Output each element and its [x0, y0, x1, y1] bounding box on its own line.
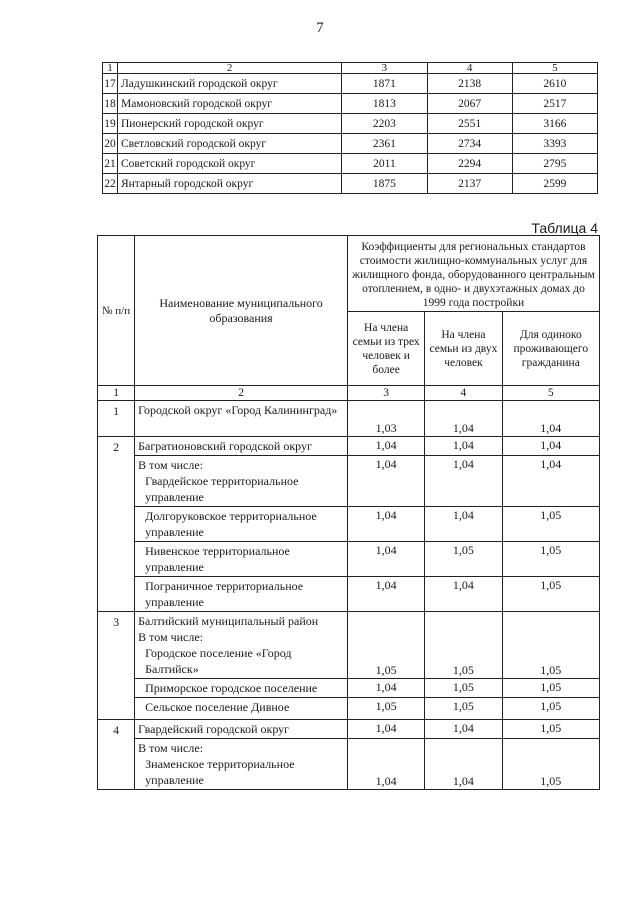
- row-name-group: [135, 542, 348, 577]
- row-value: 1,04: [425, 437, 502, 456]
- row-value: 1,05: [502, 679, 599, 698]
- row-name: Знаменское территориальное управление: [145, 757, 295, 787]
- row-value: 1,04: [347, 720, 424, 739]
- row-name-group: [135, 698, 348, 720]
- row-number: 20: [103, 134, 118, 154]
- row-value: 1,05: [425, 679, 502, 698]
- header-sub-single: Для одиноко проживающего гражданина: [502, 312, 599, 386]
- column-number-3: 3: [347, 386, 424, 401]
- column-number-2: 2: [117, 63, 341, 74]
- row-value: 1,05: [347, 612, 424, 679]
- row-number: 1: [98, 401, 135, 437]
- table-row: [103, 74, 598, 94]
- row-name: Багратионовский городской округ: [135, 437, 348, 456]
- row-name: Янтарный городской округ: [117, 174, 341, 194]
- row-name: Советский городской округ: [117, 154, 341, 174]
- in-total-label: В том числе:: [138, 458, 204, 472]
- row-value: 1,03: [347, 401, 424, 437]
- row-value: 2203: [342, 114, 427, 134]
- row-name: Гвардейский городской округ: [135, 720, 348, 739]
- table-row: [103, 174, 598, 194]
- municipal-costs-table: [102, 62, 598, 194]
- row-value: 2294: [427, 154, 512, 174]
- row-value: 1,04: [425, 577, 502, 612]
- row-value: 3393: [512, 134, 597, 154]
- row-name: Городской округ «Город Калининград»: [135, 401, 348, 437]
- row-name-group: [135, 679, 348, 698]
- row-value: 1,04: [347, 437, 424, 456]
- table-row: [98, 739, 600, 790]
- table-row: [98, 577, 600, 612]
- table-row: [98, 720, 600, 739]
- row-value: 3166: [512, 114, 597, 134]
- row-value: 1875: [342, 174, 427, 194]
- header-name: Наименование муниципального образования: [135, 236, 348, 386]
- row-value: 1,04: [347, 577, 424, 612]
- row-value: 2551: [427, 114, 512, 134]
- row-value: 1,05: [502, 612, 599, 679]
- header-number: № п/п: [98, 236, 135, 386]
- row-name: Пограничное территориальное управление: [145, 579, 304, 609]
- row-value: 1,05: [425, 698, 502, 720]
- column-number-4: 4: [425, 386, 502, 401]
- table-header-row: [98, 236, 600, 312]
- column-number-2: 2: [135, 386, 348, 401]
- row-value: 1871: [342, 74, 427, 94]
- row-name: Балтийский муниципальный район: [138, 614, 319, 628]
- row-value: 1,05: [425, 542, 502, 577]
- column-number-3: 3: [342, 63, 427, 74]
- column-number-5: 5: [502, 386, 599, 401]
- row-name: Нивенское территориальное управление: [145, 544, 290, 574]
- row-value: 2517: [512, 94, 597, 114]
- in-total-label: В том числе:: [138, 630, 204, 644]
- table-row: [103, 154, 598, 174]
- in-total-label: В том числе:: [138, 741, 204, 755]
- row-number: 4: [98, 720, 135, 790]
- row-value: 1,04: [347, 739, 424, 790]
- row-value: 2067: [427, 94, 512, 114]
- row-number: 21: [103, 154, 118, 174]
- row-name: Ладушкинский городской округ: [117, 74, 341, 94]
- table-row: [98, 507, 600, 542]
- row-number: 3: [98, 612, 135, 720]
- row-value: 1,04: [347, 456, 424, 507]
- row-name: Долгоруковское территориальное управление: [145, 509, 317, 539]
- row-number: 18: [103, 94, 118, 114]
- row-value: 2137: [427, 174, 512, 194]
- row-value: 1,04: [425, 401, 502, 437]
- table-row: [98, 698, 600, 720]
- row-value: 2361: [342, 134, 427, 154]
- coefficients-table: [97, 235, 600, 790]
- row-value: 1,05: [502, 739, 599, 790]
- row-name-group: [135, 612, 348, 679]
- row-value: 2138: [427, 74, 512, 94]
- row-value: 1,05: [502, 507, 599, 542]
- table-header-row: [103, 63, 598, 74]
- row-value: 1,05: [347, 698, 424, 720]
- row-value: 2734: [427, 134, 512, 154]
- row-name-group: [135, 507, 348, 542]
- row-value: 1,04: [347, 679, 424, 698]
- row-value: 2011: [342, 154, 427, 174]
- table-row: [103, 114, 598, 134]
- row-value: 1,04: [347, 507, 424, 542]
- row-name: Светловский городской округ: [117, 134, 341, 154]
- row-value: 1,05: [425, 612, 502, 679]
- row-value: 1,04: [347, 542, 424, 577]
- table-row: [98, 437, 600, 456]
- table-row: [98, 401, 600, 437]
- row-value: 1,04: [425, 739, 502, 790]
- row-value: 1,05: [502, 577, 599, 612]
- row-name: Гвардейское территориальное управление: [145, 474, 299, 504]
- column-number-1: 1: [103, 63, 118, 74]
- row-value: 1,04: [502, 401, 599, 437]
- row-value: 2599: [512, 174, 597, 194]
- table-row: [98, 542, 600, 577]
- row-number: 22: [103, 174, 118, 194]
- row-value: 2610: [512, 74, 597, 94]
- row-value: 1,05: [502, 720, 599, 739]
- row-name: Приморское городское поселение: [145, 681, 318, 695]
- row-value: 1,04: [502, 456, 599, 507]
- row-subname: Городское поселение «Город Балтийск»: [145, 646, 292, 676]
- row-value: 2795: [512, 154, 597, 174]
- page-number: 7: [316, 20, 324, 36]
- row-name: Пионерский городской округ: [117, 114, 341, 134]
- table-row: [103, 94, 598, 114]
- row-value: 1,04: [425, 507, 502, 542]
- column-number-5: 5: [512, 63, 597, 74]
- header-sub-family-three: На члена семьи из трех человек и более: [347, 312, 424, 386]
- table-row: [103, 134, 598, 154]
- column-numbers-row: [98, 386, 600, 401]
- row-value: 1,04: [425, 456, 502, 507]
- row-name-group: [135, 577, 348, 612]
- table-row: [98, 612, 600, 679]
- row-value: 1,05: [502, 542, 599, 577]
- row-name-group: [135, 739, 348, 790]
- table-title: Таблица 4: [531, 220, 598, 236]
- header-coefficients: Коэффициенты для региональных стандартов стоимости жилищно-коммунальных услуг для жилищного фонда, оборудованного центральным отоплением, в одно- и двухэтажных домах до 1999 года постройки: [347, 236, 599, 312]
- row-name: Сельское поселение Дивное: [145, 700, 290, 714]
- row-number: 17: [103, 74, 118, 94]
- row-number: 2: [98, 437, 135, 612]
- column-number-4: 4: [427, 63, 512, 74]
- row-value: 1813: [342, 94, 427, 114]
- column-number-1: 1: [98, 386, 135, 401]
- table-row: [98, 679, 600, 698]
- table-row: [98, 456, 600, 507]
- row-name-group: [135, 456, 348, 507]
- row-name: Мамоновский городской округ: [117, 94, 341, 114]
- row-value: 1,05: [502, 698, 599, 720]
- row-number: 19: [103, 114, 118, 134]
- header-sub-family-two: На члена семьи из двух человек: [425, 312, 502, 386]
- row-value: 1,04: [425, 720, 502, 739]
- row-value: 1,04: [502, 437, 599, 456]
